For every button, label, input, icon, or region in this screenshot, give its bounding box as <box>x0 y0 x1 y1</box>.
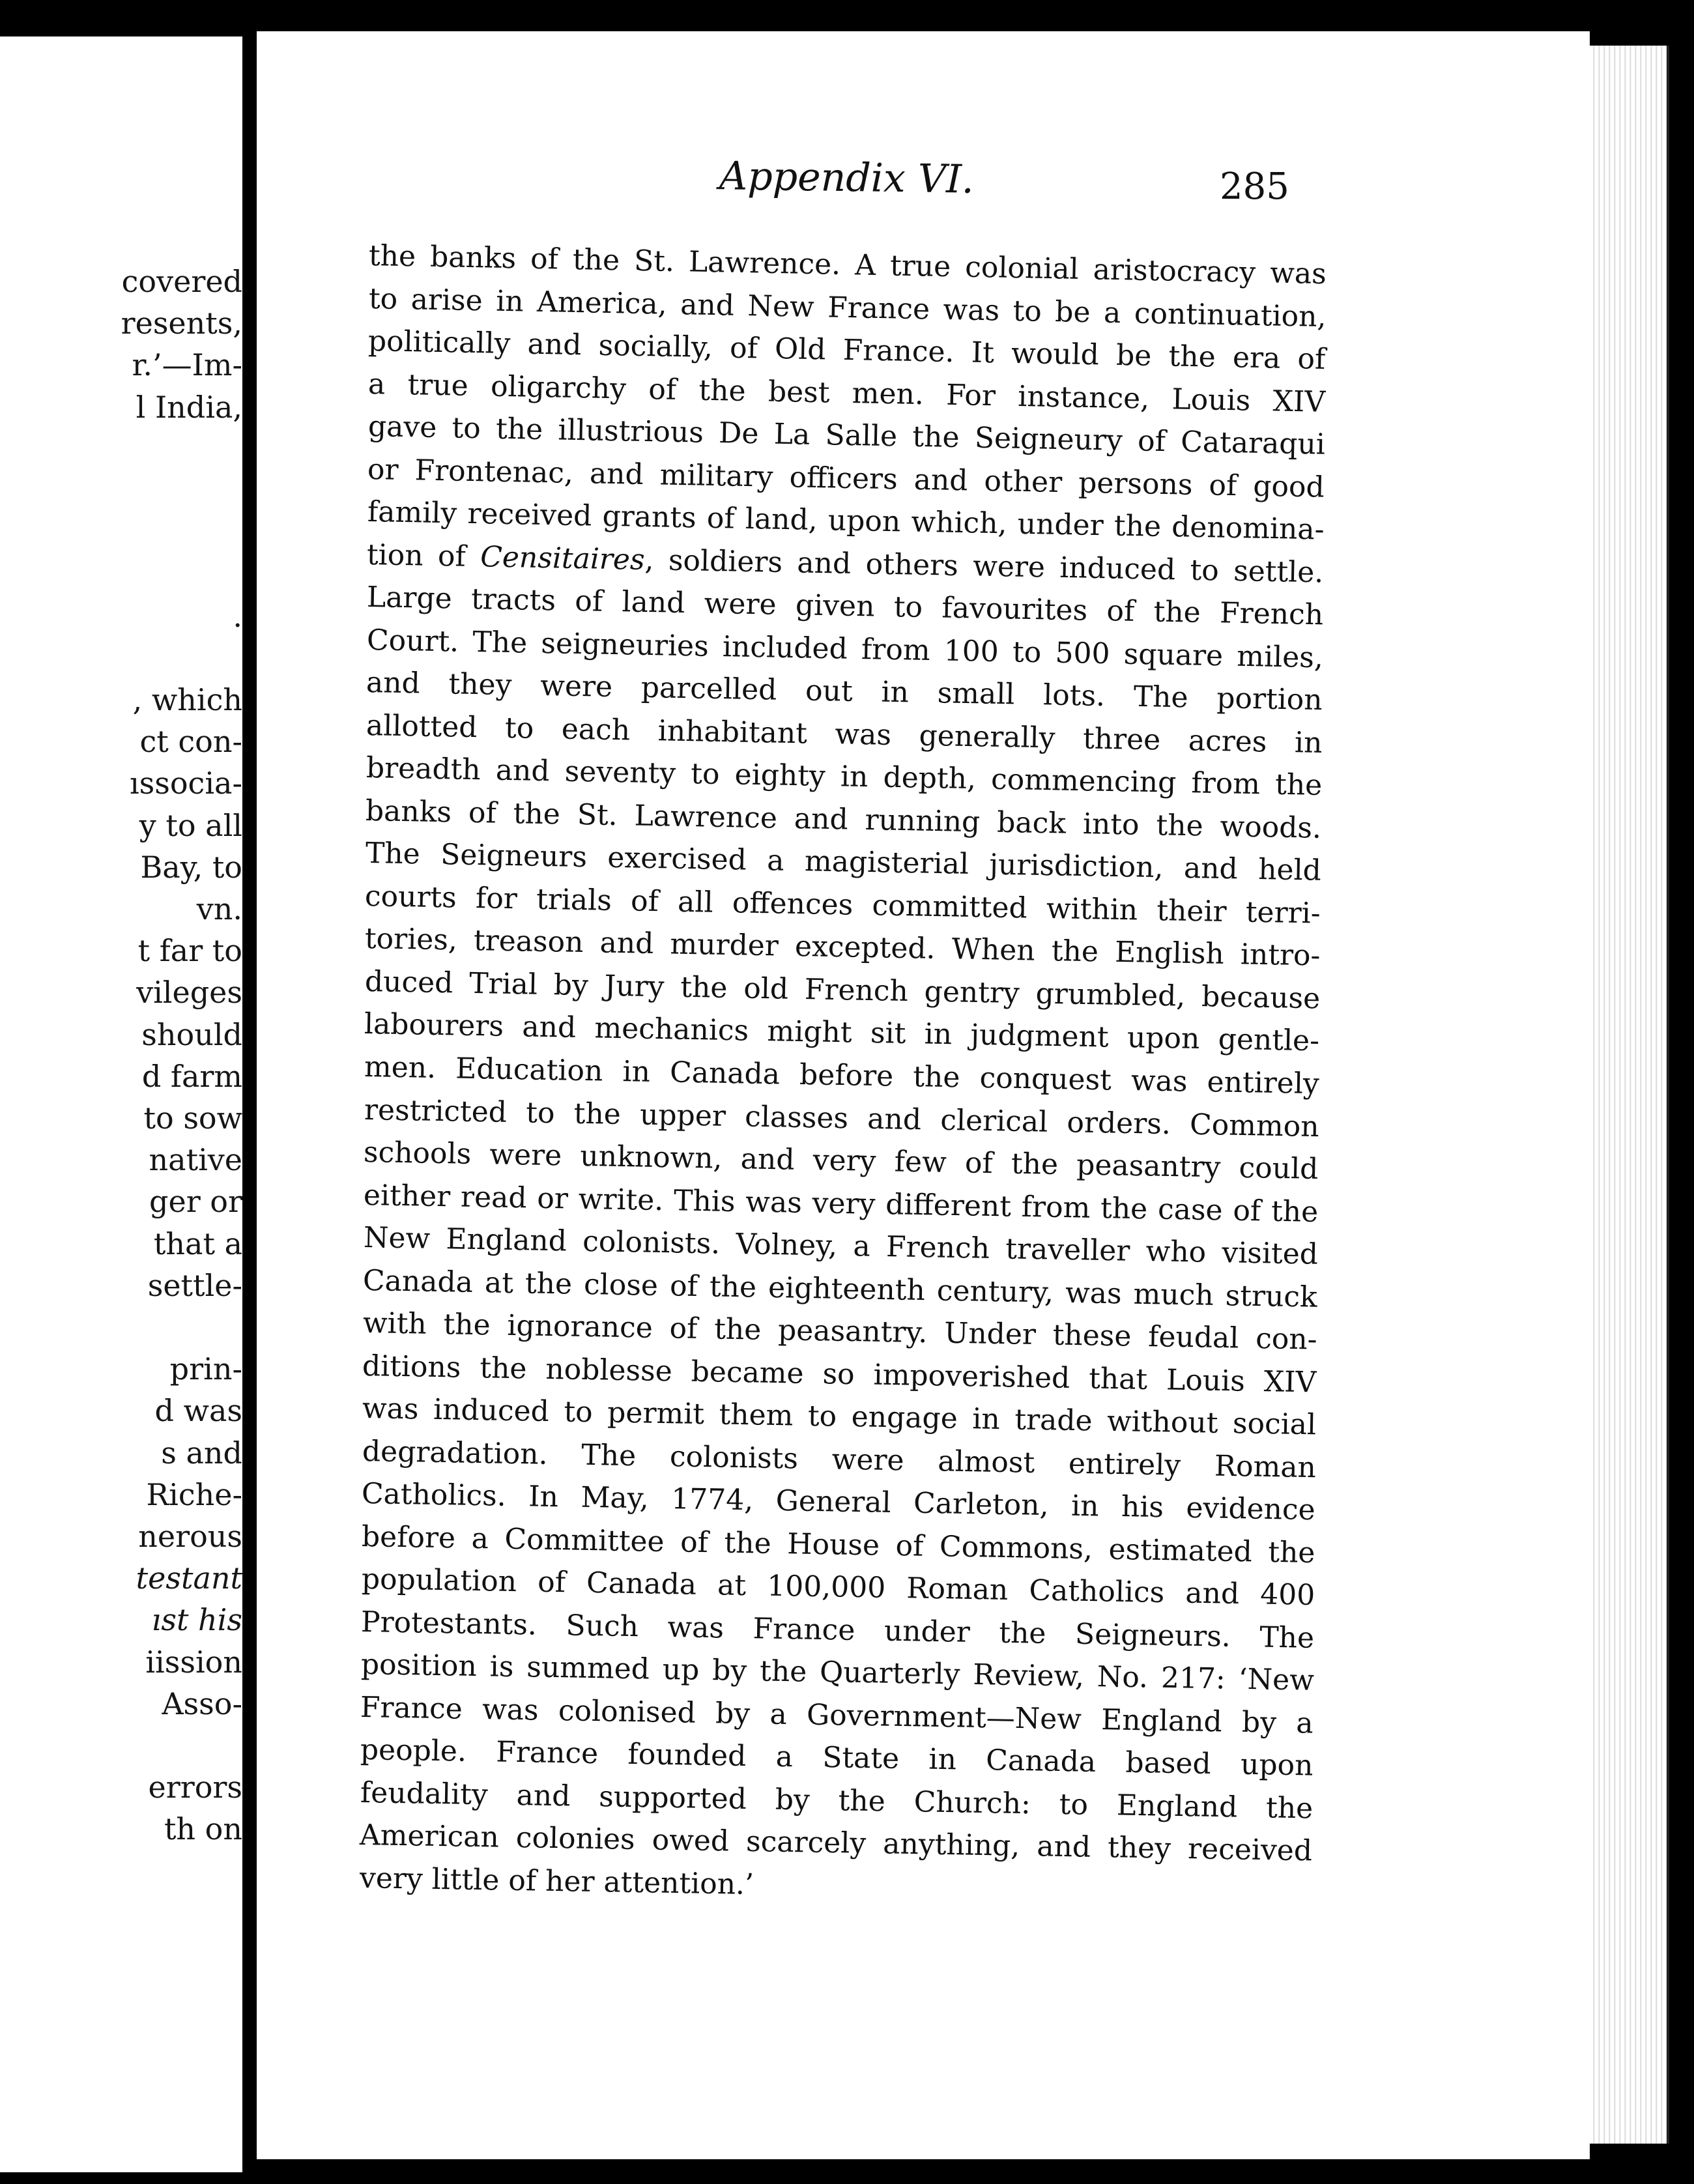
body-line: American colonies owed scarcely anything, and they received <box>359 1818 1313 1868</box>
body-line: The Seigneurs exercised a magisterial jurisdiction, and held <box>365 837 1322 888</box>
body-line: allotted to each inhabitant was generally three acres in <box>366 708 1323 760</box>
body-line: tories, treason and murder excepted. When the English intro- <box>364 922 1321 973</box>
body-line: the banks of the St. Lawrence. A true colonial aristocracy was <box>368 239 1327 291</box>
body-line: ditions the noblesse became so impoverished that Louis XIV <box>362 1349 1317 1400</box>
body-line: was induced to permit them to engage in trade without social <box>362 1392 1317 1442</box>
left-page-line: vileges <box>136 975 242 1011</box>
body-line: people. France founded a State in Canada based upon <box>360 1733 1314 1783</box>
left-page-line: , which <box>132 682 242 717</box>
body-line: with the ignorance of the peasantry. Under these feudal con- <box>362 1306 1317 1357</box>
left-page-line: . <box>233 598 242 634</box>
body-line: degradation. The colonists were almost entirely Roman <box>362 1434 1316 1485</box>
body-line: feudality and supported by the Church: to England the <box>360 1775 1314 1826</box>
body-line: before a Committee of the House of Commons, estimated the <box>361 1519 1315 1570</box>
body-line: tion of Censitaires, soldiers and others were induced to settle. <box>366 538 1325 590</box>
left-page-line: ger or <box>149 1184 242 1220</box>
body-line: New England colonists. Volney, a French traveller who visited <box>363 1221 1318 1271</box>
body-line: to arise in America, and New France was to be a continuation, <box>368 281 1327 334</box>
left-page-line: r.’—Im- <box>132 347 242 383</box>
body-line: either read or write. This was very different from the case of the <box>363 1178 1319 1229</box>
body-line: Catholics. In May, 1774, General Carleton, in his evidence <box>361 1477 1316 1527</box>
body-line: family received grants of land, upon which, under the denomina- <box>367 495 1325 547</box>
body-line: Large tracts of land were given to favourites of the French <box>366 581 1324 632</box>
body-line: restricted to the upper classes and clerical orders. Common <box>364 1093 1319 1143</box>
body-line: and they were parcelled out in small lots. The portion <box>366 666 1323 717</box>
left-page-line: th on <box>164 1811 242 1847</box>
body-line: labourers and mechanics might sit in judgment upon gentle- <box>364 1007 1320 1058</box>
body-line: courts for trials of all offences committed within their terri- <box>365 879 1321 930</box>
left-page-line: should <box>141 1016 242 1052</box>
left-page-line: covered <box>121 264 242 299</box>
left-page-line: t far to <box>137 933 242 969</box>
left-page-line: y to all <box>139 807 242 843</box>
left-page-line: vn. <box>196 891 242 927</box>
body-line: gave to the illustrious De La Salle the Seigneury of Cataraqui <box>367 410 1325 461</box>
body-line: breadth and seventy to eighty in depth, commencing from the <box>366 751 1323 803</box>
body-line: duced Trial by Jury the old French gentry grumbled, because <box>364 964 1321 1016</box>
left-page-line: Riche- <box>146 1476 242 1512</box>
left-page-line: l India, <box>136 389 242 425</box>
left-page-line: errors <box>148 1770 242 1805</box>
italic-term: Censitaires <box>480 539 646 577</box>
left-page-line: testant <box>136 1560 242 1596</box>
body-line: men. Education in Canada before the conquest was entirely <box>364 1050 1320 1101</box>
left-page-line: nerous <box>138 1519 242 1554</box>
left-page-line: ıssocia- <box>129 766 242 801</box>
left-page-line: Asso- <box>162 1686 242 1721</box>
left-page-line: native <box>149 1142 242 1178</box>
left-page-line: ct con- <box>139 724 242 760</box>
left-page-line: to sow <box>143 1100 242 1136</box>
body-line: Court. The seigneuries included from 100 to 500 square miles, <box>366 623 1323 675</box>
body-line: very little of her attention.’ <box>359 1861 754 1902</box>
left-page-line: prin- <box>169 1351 242 1387</box>
left-page-line: d farm <box>141 1058 242 1094</box>
body-line: Protestants. Such was France under the Seigneurs. The <box>360 1605 1315 1655</box>
body-line: politically and socially, of Old France. It would be the era of <box>367 324 1327 377</box>
body-line: schools were unknown, and very few of the peasantry could <box>363 1136 1319 1186</box>
body-line: population of Canada at 100,000 Roman Catholics and 400 <box>361 1562 1315 1613</box>
body-line: banks of the St. Lawrence and running back into the woods. <box>365 794 1322 845</box>
body-line: or Frontenac, and military officers and other persons of good <box>367 452 1325 504</box>
left-page-line: settle- <box>147 1267 242 1303</box>
left-page-line: d was <box>154 1393 242 1429</box>
left-page-line: Bay, to <box>140 849 242 885</box>
running-head: Appendix VI. <box>719 153 975 203</box>
left-page-line: ıst his <box>151 1602 242 1638</box>
body-line: Canada at the close of the eighteenth century, was much struck <box>362 1263 1318 1314</box>
left-page-line: s and <box>161 1435 242 1471</box>
body-line: France was colonised by a Government—New England by a <box>360 1690 1314 1740</box>
body-line: a true oligarchy of the best men. For instance, Louis XIV <box>367 367 1326 419</box>
page-number: 285 <box>1220 165 1289 208</box>
left-page-line: resents, <box>121 306 242 341</box>
left-page-line: iission <box>145 1644 242 1680</box>
left-page-line: that a <box>153 1226 242 1261</box>
body-line: position is summed up by the Quarterly Review, No. 217: ‘New <box>360 1648 1315 1698</box>
